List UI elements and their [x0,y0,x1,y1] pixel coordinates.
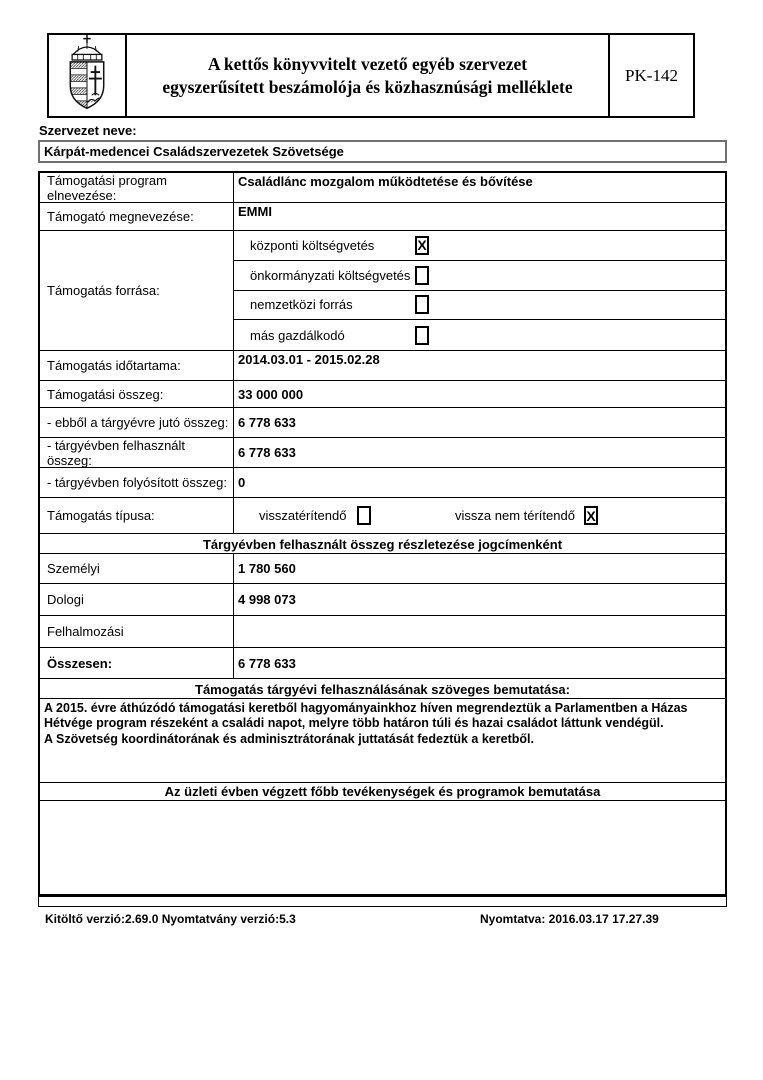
activities-text-block [40,801,725,894]
type-option-vissza-nem-teritendo-checkbox: X [584,506,598,525]
program-label: Támogatási program elnevezése: [40,173,234,202]
emblem-cell [49,35,127,116]
type-option-vissza-nem-teritendo-label: vissza nem térítendő [455,508,575,523]
source-option-onkormanyzati-label: önkormányzati költségvetés [250,267,411,283]
form-header [47,33,695,118]
form-code: PK-142 [625,65,678,85]
form-title-line1: A kettős könyvvitelt vezető egyéb szervezet [207,53,528,74]
row-duration [40,351,725,381]
source-option-mas-gazdalkodo-checkbox [415,326,429,345]
source-option-nemzetkozi [234,291,725,321]
type-options [234,498,725,533]
used-amount-value: 6 778 633 [238,445,296,460]
row-felhalmozasi [40,616,725,648]
bottom-spacer-bar [38,896,727,907]
felhalmozasi-label: Felhalmozási [40,616,234,647]
source-option-onkormanyzati-checkbox [415,266,429,285]
amount-value: 33 000 000 [238,386,304,402]
activities-section-header: Az üzleti évben végzett főbb tevékenységek és programok bemutatása [40,783,725,801]
source-option-mas-gazdalkodo-label: más gazdálkodó [250,327,345,343]
year-amount-label: - ebből a tárgyévre jutó összeg: [40,408,234,437]
row-year-amount [40,408,725,438]
usage-text-line2: A Szövetség koordinátorának és adminisztrátorának juttatását fedeztük a keretből. [44,731,534,746]
row-osszesen [40,648,725,679]
dologi-value: 4 998 073 [238,592,296,607]
support-table [38,171,727,896]
usage-text-line1: A 2015. évre áthúzódó támogatási keretből hagyományainkhoz híven megrendeztük a Parlamentben a Házas Hétvége program részeként a családi napot, melyre több határon túli és hazai családot láttunk vendégül. [44,701,688,731]
type-option-visszateritendo-label: visszatérítendő [259,508,347,523]
row-amount [40,381,725,408]
row-type [40,498,725,534]
szemelyi-value: 1 780 560 [238,561,296,576]
type-option-visszateritendo-checkbox [357,506,371,525]
row-used-amount [40,438,725,468]
szemelyi-label: Személyi [40,554,234,583]
amount-label: Támogatási összeg: [40,381,234,407]
supporter-label: Támogató megnevezése: [40,203,234,230]
program-value: Családlánc mozgalom működtetése és bővítése [238,174,533,189]
osszesen-value: 6 778 633 [238,655,296,671]
row-program [40,173,725,203]
footer-print-date: Nyomtatva: 2016.03.17 17.27.39 [480,912,659,926]
form-title-line2: egyszerűsített beszámolója és közhasznúsági melléklete [162,76,573,97]
hungarian-coat-of-arms-icon [59,34,115,117]
source-option-kozponti [234,231,725,261]
type-label: Támogatás típusa: [40,498,234,533]
duration-value: 2014.03.01 - 2015.02.28 [238,352,380,367]
source-option-kozponti-label: központi költségvetés [250,237,375,253]
row-paid-amount [40,468,725,498]
duration-label: Támogatás időtartama: [40,351,234,380]
row-dologi [40,584,725,616]
felhalmozasi-value [234,616,725,647]
form-title [127,35,610,116]
source-options [234,231,725,350]
source-option-kozponti-checkbox: X [415,236,429,255]
dologi-label: Dologi [40,584,234,615]
supporter-value: EMMI [238,204,272,219]
paid-amount-value: 0 [238,475,246,490]
org-name-label: Szervezet neve: [39,123,137,138]
used-amount-label: - tárgyévben felhasznált összeg: [40,438,234,467]
breakdown-section-header: Tárgyévben felhasznált összeg részletezése jogcímenként [40,534,725,554]
source-option-nemzetkozi-checkbox [415,295,429,314]
source-label: Támogatás forrása: [40,231,234,350]
usage-section-header: Támogatás tárgyévi felhasználásának szöveges bemutatása: [40,679,725,699]
year-amount-value: 6 778 633 [238,415,296,430]
footer-version-info: Kitöltő verzió:2.69.0 Nyomtatvány verzió:5.3 [45,912,296,926]
paid-amount-label: - tárgyévben folyósított összeg: [40,468,234,497]
row-supporter [40,203,725,231]
source-option-nemzetkozi-label: nemzetközi forrás [250,297,353,313]
osszesen-label: Összesen: [40,648,234,678]
org-name-value: Kárpát-medencei Családszervezetek Szövetsége [44,144,344,159]
source-option-mas-gazdalkodo [234,320,725,350]
row-source [40,231,725,351]
org-name-field [38,140,727,163]
row-szemelyi [40,554,725,584]
usage-text-block [40,699,725,783]
source-option-onkormanyzati [234,261,725,291]
